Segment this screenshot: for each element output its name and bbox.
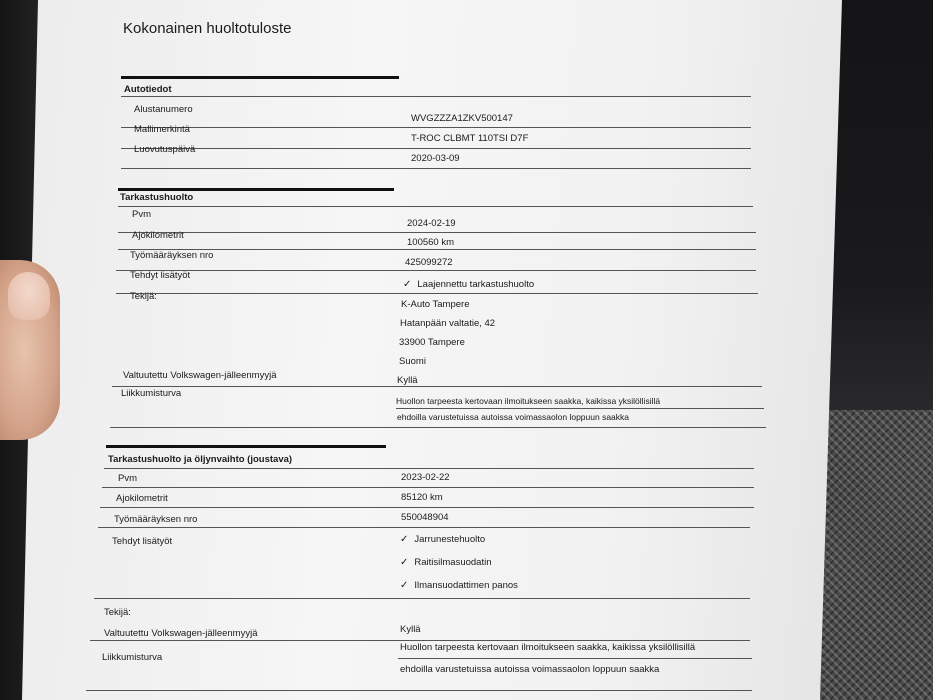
label-maker: Tekijä: <box>104 607 131 618</box>
value-mileage: 100560 km <box>407 237 455 248</box>
value-delivery: 2020-03-09 <box>411 153 460 164</box>
value-work-order: 425099272 <box>405 257 453 268</box>
label-maker: Tekijä: <box>130 291 157 302</box>
label-mileage: Ajokilometrit <box>132 230 184 241</box>
value-chassis: WVGZZZA1ZKV500147 <box>411 113 513 124</box>
divider <box>118 206 753 207</box>
divider <box>121 127 751 128</box>
check-icon: ✓ <box>400 557 409 568</box>
warranty-line: ehdoilla varustetuissa autoissa voimassaolon loppuun saakka <box>397 412 630 422</box>
divider <box>118 249 756 250</box>
value-extra: ✓ Jarrunestehuolto <box>400 534 486 545</box>
label-warranty: Liikkumisturva <box>102 652 163 663</box>
check-icon: ✓ <box>403 279 412 290</box>
divider <box>98 527 750 528</box>
value-work-order: 550048904 <box>401 512 449 523</box>
value-extra: ✓ Laajennettu tarkastushuolto <box>403 279 535 290</box>
value-extra: ✓ Raitisilmasuodatin <box>400 557 492 568</box>
section-bar <box>121 76 399 79</box>
divider <box>118 232 756 233</box>
value-model: T-ROC CLBMT 110TSI D7F <box>411 133 529 144</box>
document-title: Kokonainen huoltotuloste <box>123 20 292 37</box>
divider <box>116 270 756 271</box>
check-icon: ✓ <box>400 580 409 591</box>
label-delivery: Luovutuspäivä <box>134 144 196 155</box>
divider <box>121 96 751 97</box>
section-bar <box>118 188 394 191</box>
divider <box>116 293 758 294</box>
divider <box>102 487 754 488</box>
label-dealer: Valtuutettu Volkswagen-jälleenmyyjä <box>123 370 277 381</box>
divider <box>112 386 762 387</box>
divider <box>100 507 754 508</box>
divider <box>398 658 752 659</box>
label-model: Mallimerkintä <box>134 124 190 135</box>
value-dealer: Kyllä <box>400 624 421 635</box>
value-mileage: 85120 km <box>401 492 443 503</box>
value-dealer: Kyllä <box>397 375 418 386</box>
divider <box>110 427 766 428</box>
maker-line: 33900 Tampere <box>399 337 465 348</box>
divider <box>94 598 750 599</box>
divider <box>121 148 751 149</box>
label-chassis: Alustanumero <box>134 104 193 115</box>
warranty-line: ehdoilla varustetuissa autoissa voimassaolon loppuun saakka <box>400 664 660 675</box>
divider <box>121 168 751 169</box>
label-warranty: Liikkumisturva <box>121 388 182 399</box>
section-title-service2: Tarkastushuolto ja öljynvaihto (joustava) <box>108 454 293 465</box>
section-title-service1: Tarkastushuolto <box>120 192 194 203</box>
maker-line: Hatanpään valtatie, 42 <box>400 318 496 329</box>
value-date: 2024-02-19 <box>407 218 456 229</box>
value-extra: ✓ Ilmansuodattimen panos <box>400 580 518 591</box>
section-title-vehicle: Autotiedot <box>124 84 172 95</box>
label-work-order: Työmääräyksen nro <box>114 514 198 525</box>
check-icon: ✓ <box>400 534 409 545</box>
divider <box>86 690 752 691</box>
label-mileage: Ajokilometrit <box>116 493 168 504</box>
label-dealer: Valtuutettu Volkswagen-jälleenmyyjä <box>104 628 258 639</box>
label-work-order: Työmääräyksen nro <box>130 250 214 261</box>
warranty-line: Huollon tarpeesta kertovaan ilmoitukseen saakka, kaikissa yksilöllisillä <box>396 396 661 406</box>
label-date: Pvm <box>118 473 137 484</box>
label-extras: Tehdyt lisätyöt <box>112 536 173 547</box>
warranty-line: Huollon tarpeesta kertovaan ilmoitukseen saakka, kaikissa yksilöllisillä <box>400 642 696 653</box>
section-bar <box>106 445 386 448</box>
maker-line: Suomi <box>399 356 426 367</box>
maker-line: K-Auto Tampere <box>401 299 470 310</box>
divider <box>396 408 764 409</box>
divider <box>90 640 750 641</box>
divider <box>104 468 754 469</box>
value-date: 2023-02-22 <box>401 472 450 483</box>
label-extras: Tehdyt lisätyöt <box>130 270 191 281</box>
label-date: Pvm <box>132 209 151 220</box>
